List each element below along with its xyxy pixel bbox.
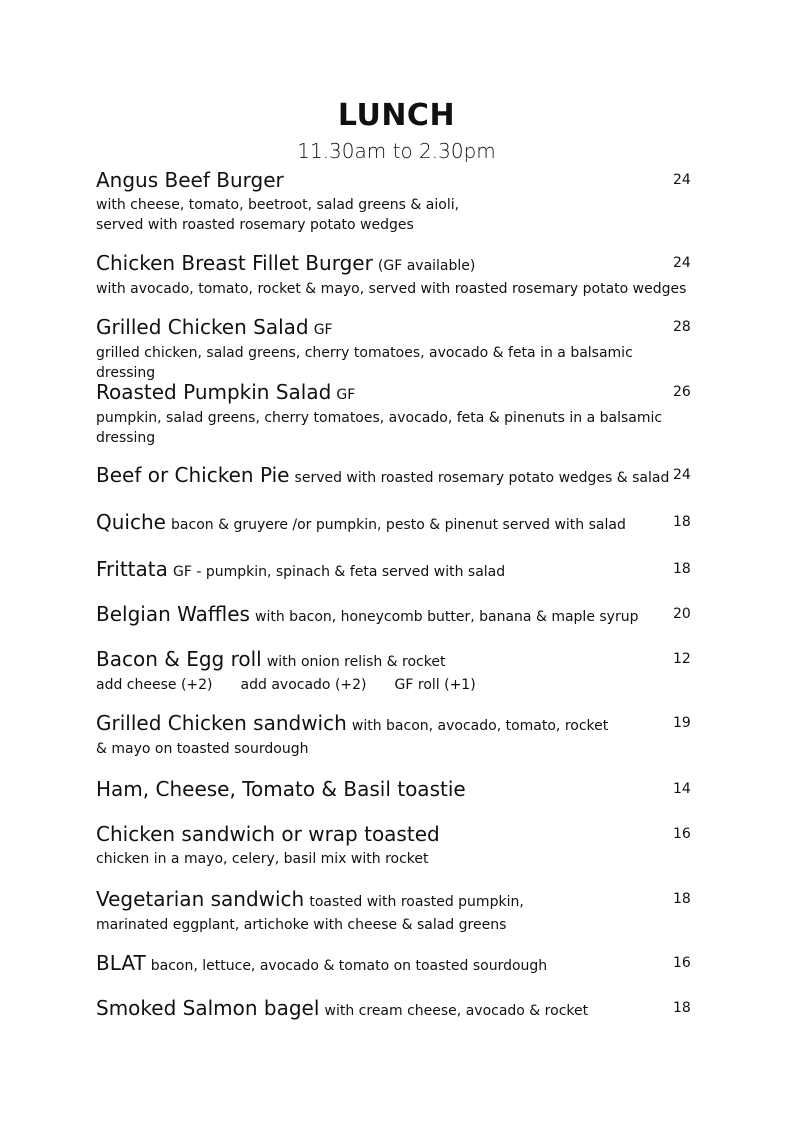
menu-item-vegetarian-sandwich xyxy=(96,886,696,935)
item-price: 18 xyxy=(673,561,691,577)
menu-hours: 11.30am to 2.30pm xyxy=(297,139,496,163)
menu-item-blat xyxy=(96,950,696,979)
menu-item-bacon-egg-roll xyxy=(96,646,696,695)
item-price: 24 xyxy=(673,172,691,188)
menu-item-belgian-waffles xyxy=(96,601,696,630)
item-price: 18 xyxy=(673,891,691,907)
item-tag: GF xyxy=(313,322,333,338)
item-price: 28 xyxy=(673,319,691,335)
item-inline-description: bacon, lettuce, avocado & tomato on toasted sourdough xyxy=(150,958,548,974)
item-price: 12 xyxy=(673,651,691,667)
item-inline-description: served with roasted rosemary potato wedges & salad xyxy=(294,470,670,486)
menu-item-roasted-pumpkin-salad xyxy=(96,379,696,448)
item-inline-description: with bacon, honeycomb butter, banana & maple syrup xyxy=(255,609,639,625)
menu-item-angus-beef-burger xyxy=(96,167,696,235)
menu-item-smoked-salmon-bagel xyxy=(96,995,696,1024)
item-inline-description: bacon & gruyere /or pumpkin, pesto & pinenut served with salad xyxy=(171,517,626,533)
item-price: 18 xyxy=(673,1000,691,1016)
menu-title: LUNCH xyxy=(337,98,456,133)
item-name: Ham, Cheese, Tomato & Basil toastie xyxy=(96,777,466,801)
item-price: 24 xyxy=(673,255,691,271)
item-name: Quiche xyxy=(96,510,166,534)
menu-item-beef-or-chicken-pie xyxy=(96,462,696,491)
item-name: BLAT xyxy=(96,951,146,975)
item-name: Bacon & Egg roll xyxy=(96,647,262,671)
item-inline-description: GF - pumpkin, spinach & feta served with salad xyxy=(172,564,506,580)
addon-gf-roll: GF roll (+1) xyxy=(394,677,476,693)
item-name: Chicken Breast Fillet Burger xyxy=(96,251,373,275)
item-description: dressing xyxy=(96,430,156,446)
menu-item-chicken-sandwich-or-wrap xyxy=(96,821,696,869)
item-price: 18 xyxy=(673,514,691,530)
item-inline-description: with bacon, avocado, tomato, rocket xyxy=(351,718,609,734)
item-description: marinated eggplant, artichoke with cheese & salad greens xyxy=(96,917,507,933)
addon-avocado: add avocado (+2) xyxy=(240,677,367,693)
item-inline-description: with cream cheese, avocado & rocket xyxy=(324,1003,589,1019)
item-name: Beef or Chicken Pie xyxy=(96,463,290,487)
item-addons xyxy=(96,675,696,695)
item-price: 16 xyxy=(673,826,691,842)
item-price: 19 xyxy=(673,715,691,731)
item-name: Frittata xyxy=(96,557,168,581)
item-price: 24 xyxy=(673,467,691,483)
item-description: with avocado, tomato, rocket & mayo, served with roasted rosemary potato wedges xyxy=(96,281,687,297)
item-price: 16 xyxy=(673,955,691,971)
menu-item-frittata xyxy=(96,556,696,585)
item-name: Chicken sandwich or wrap toasted xyxy=(96,822,440,846)
item-price: 26 xyxy=(673,384,691,400)
item-price: 14 xyxy=(673,781,691,797)
item-name: Grilled Chicken sandwich xyxy=(96,711,347,735)
menu-item-grilled-chicken-salad xyxy=(96,314,696,383)
item-name: Vegetarian sandwich xyxy=(96,887,305,911)
menu-item-grilled-chicken-sandwich xyxy=(96,710,696,759)
item-description: served with roasted rosemary potato wedges xyxy=(96,217,414,233)
item-name: Grilled Chicken Salad xyxy=(96,315,309,339)
item-name: Smoked Salmon bagel xyxy=(96,996,320,1020)
item-description: grilled chicken, salad greens, cherry tomatoes, avocado & feta in a balsamic dressing xyxy=(96,345,633,381)
item-description: pumpkin, salad greens, cherry tomatoes, avocado, feta & pinenuts in a balsamic xyxy=(96,410,663,426)
item-description: chicken in a mayo, celery, basil mix with rocket xyxy=(96,851,429,867)
item-price: 20 xyxy=(673,606,691,622)
item-tag: (GF available) xyxy=(377,258,476,274)
item-description: with cheese, tomato, beetroot, salad greens & aioli, xyxy=(96,197,460,213)
item-inline-description: toasted with roasted pumpkin, xyxy=(309,894,524,910)
addon-cheese: add cheese (+2) xyxy=(96,677,213,693)
item-tag: GF xyxy=(336,387,356,403)
item-name: Belgian Waffles xyxy=(96,602,250,626)
menu-item-chicken-breast-fillet-burger xyxy=(96,250,696,299)
item-inline-description: with onion relish & rocket xyxy=(266,654,446,670)
item-name: Roasted Pumpkin Salad xyxy=(96,380,332,404)
menu-item-ham-cheese-tomato-basil-toastie xyxy=(96,776,696,804)
item-description: & mayo on toasted sourdough xyxy=(96,741,309,757)
item-name: Angus Beef Burger xyxy=(96,168,284,192)
menu-item-quiche xyxy=(96,509,696,538)
